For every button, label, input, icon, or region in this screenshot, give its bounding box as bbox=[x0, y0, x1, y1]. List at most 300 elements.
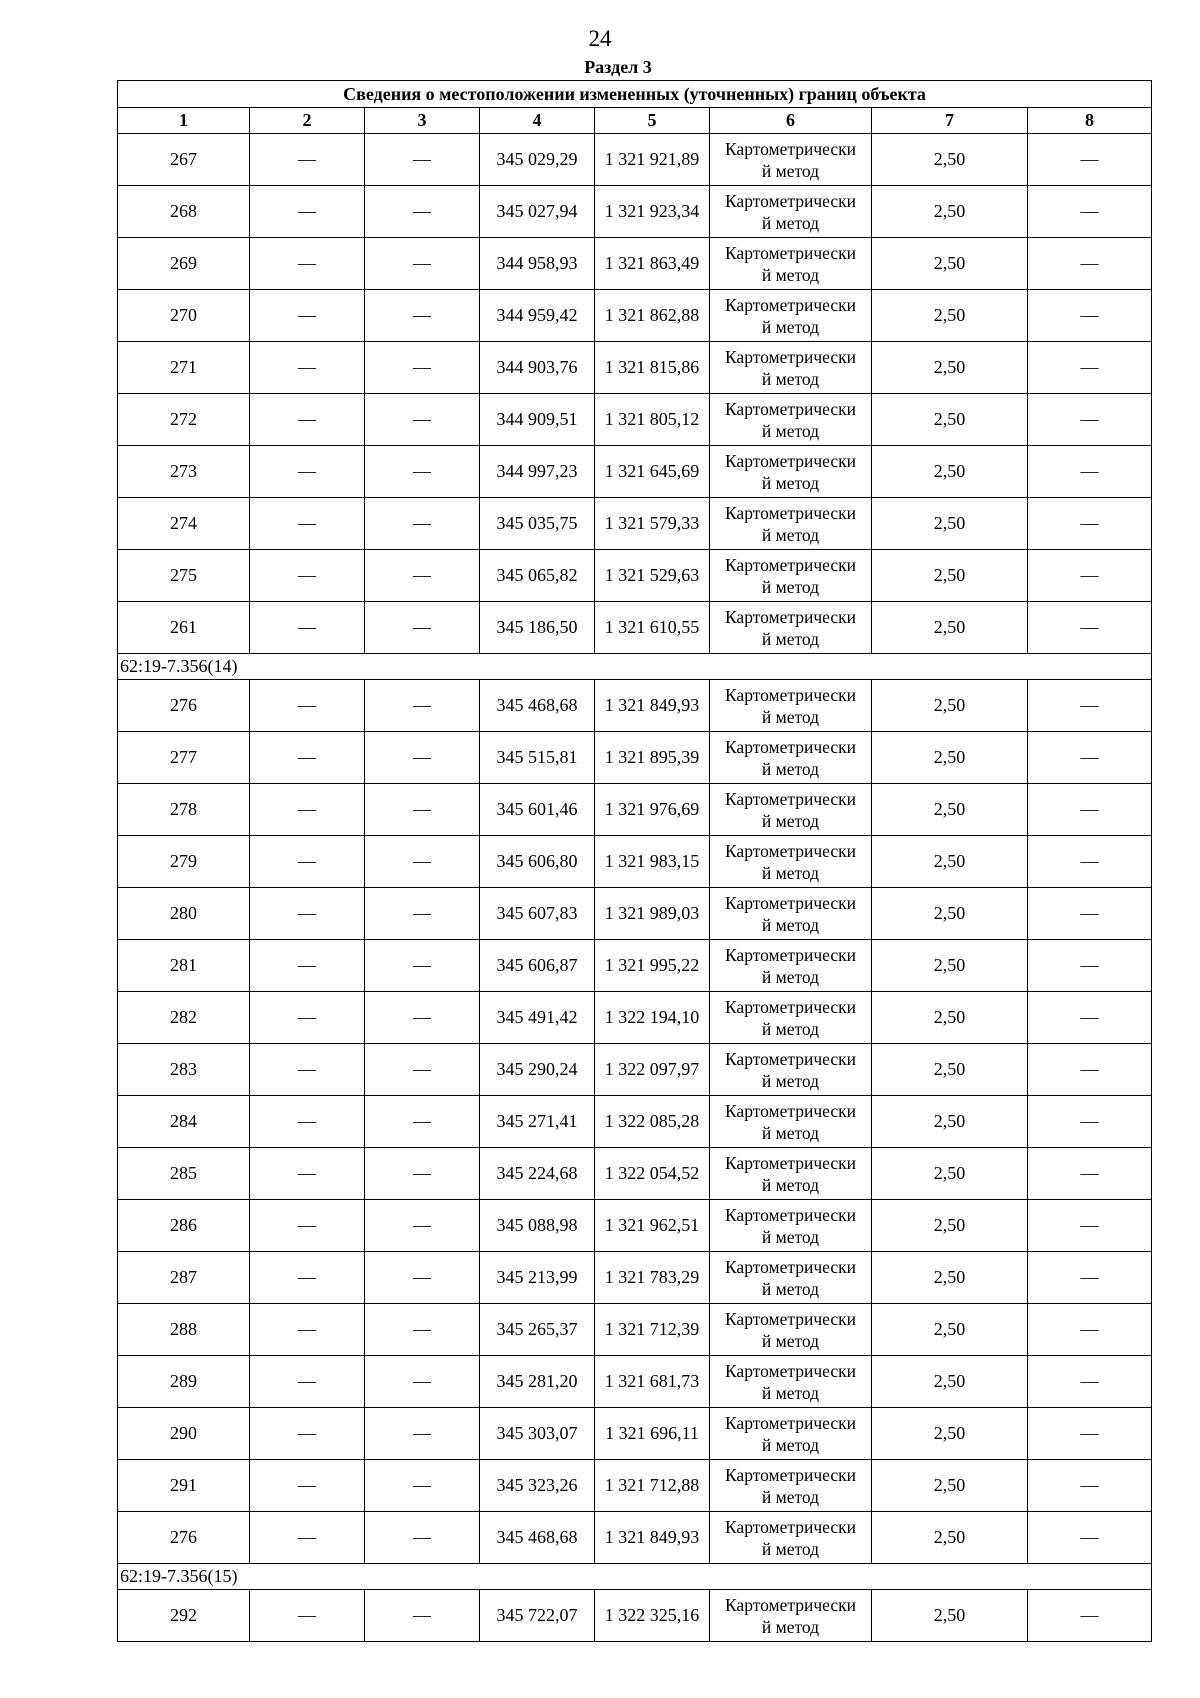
column-2-cell: — bbox=[250, 1304, 365, 1356]
column-2-cell: — bbox=[250, 1200, 365, 1252]
table-row bbox=[118, 498, 1152, 550]
method-line-2: й метод bbox=[761, 1617, 820, 1637]
column-3-cell: — bbox=[365, 940, 480, 992]
column-8-cell: — bbox=[1028, 1044, 1152, 1096]
coordinate-y-cell: 1 321 783,29 bbox=[595, 1252, 710, 1304]
coordinate-x-cell: 345 468,68 bbox=[480, 1512, 595, 1564]
column-2-cell: — bbox=[250, 888, 365, 940]
method-line-1: Картометрически bbox=[724, 737, 857, 757]
column-2-cell: — bbox=[250, 602, 365, 654]
accuracy-cell: 2,50 bbox=[872, 680, 1028, 732]
coordinate-x-cell: 345 290,24 bbox=[480, 1044, 595, 1096]
column-8-cell: — bbox=[1028, 888, 1152, 940]
column-2-cell: — bbox=[250, 1460, 365, 1512]
method-line-1: Картометрически bbox=[724, 347, 857, 367]
accuracy-cell: 2,50 bbox=[872, 784, 1028, 836]
method-line-2: й метод bbox=[761, 1227, 820, 1247]
coordinate-y-cell: 1 321 923,34 bbox=[595, 186, 710, 238]
method-line-1: Картометрически bbox=[724, 191, 857, 211]
coordinate-y-cell: 1 321 976,69 bbox=[595, 784, 710, 836]
table-row bbox=[118, 836, 1152, 888]
column-3-cell: — bbox=[365, 784, 480, 836]
table-row bbox=[118, 1590, 1152, 1642]
accuracy-cell: 2,50 bbox=[872, 602, 1028, 654]
method-cell bbox=[710, 1044, 872, 1096]
method-line-2: й метод bbox=[761, 1279, 820, 1299]
column-2-cell: — bbox=[250, 134, 365, 186]
coordinate-x-cell: 345 606,87 bbox=[480, 940, 595, 992]
column-8-cell: — bbox=[1028, 1252, 1152, 1304]
method-line-1: Картометрически bbox=[724, 1517, 857, 1537]
table-row bbox=[118, 238, 1152, 290]
column-2-cell: — bbox=[250, 680, 365, 732]
accuracy-cell: 2,50 bbox=[872, 134, 1028, 186]
column-3-cell: — bbox=[365, 498, 480, 550]
method-line-2: й метод bbox=[761, 915, 820, 935]
method-cell bbox=[710, 888, 872, 940]
accuracy-cell: 2,50 bbox=[872, 1460, 1028, 1512]
point-number-cell: 288 bbox=[118, 1304, 250, 1356]
table-row bbox=[118, 602, 1152, 654]
method-cell bbox=[710, 1408, 872, 1460]
method-line-2: й метод bbox=[761, 1435, 820, 1455]
point-number-cell: 289 bbox=[118, 1356, 250, 1408]
method-line-1: Картометрически bbox=[724, 1595, 857, 1615]
column-2-cell: — bbox=[250, 238, 365, 290]
accuracy-cell: 2,50 bbox=[872, 186, 1028, 238]
column-2-cell: — bbox=[250, 1252, 365, 1304]
column-3-cell: — bbox=[365, 1200, 480, 1252]
method-cell bbox=[710, 1252, 872, 1304]
coordinate-y-cell: 1 321 579,33 bbox=[595, 498, 710, 550]
accuracy-cell: 2,50 bbox=[872, 1512, 1028, 1564]
point-number-cell: 278 bbox=[118, 784, 250, 836]
point-number-cell: 261 bbox=[118, 602, 250, 654]
group-label: 62:19-7.356(15) bbox=[118, 1564, 1152, 1590]
method-line-2: й метод bbox=[761, 1383, 820, 1403]
column-8-cell: — bbox=[1028, 732, 1152, 784]
method-line-2: й метод bbox=[761, 369, 820, 389]
point-number-cell: 283 bbox=[118, 1044, 250, 1096]
column-3-cell: — bbox=[365, 1408, 480, 1460]
method-cell bbox=[710, 1200, 872, 1252]
column-3-cell: — bbox=[365, 394, 480, 446]
coordinate-y-cell: 1 321 645,69 bbox=[595, 446, 710, 498]
coordinate-x-cell: 345 027,94 bbox=[480, 186, 595, 238]
table-row bbox=[118, 342, 1152, 394]
point-number-cell: 276 bbox=[118, 1512, 250, 1564]
coordinate-x-cell: 345 271,41 bbox=[480, 1096, 595, 1148]
column-8-cell: — bbox=[1028, 940, 1152, 992]
point-number-cell: 267 bbox=[118, 134, 250, 186]
column-number: 3 bbox=[365, 108, 480, 134]
method-cell bbox=[710, 602, 872, 654]
point-number-cell: 291 bbox=[118, 1460, 250, 1512]
method-line-1: Картометрически bbox=[724, 1049, 857, 1069]
coordinate-y-cell: 1 321 610,55 bbox=[595, 602, 710, 654]
column-number: 5 bbox=[595, 108, 710, 134]
column-3-cell: — bbox=[365, 992, 480, 1044]
column-number: 8 bbox=[1028, 108, 1152, 134]
point-number-cell: 277 bbox=[118, 732, 250, 784]
method-line-2: й метод bbox=[761, 863, 820, 883]
table-row bbox=[118, 290, 1152, 342]
table-row bbox=[118, 1512, 1152, 1564]
column-number-row bbox=[118, 108, 1152, 134]
column-8-cell: — bbox=[1028, 602, 1152, 654]
column-2-cell: — bbox=[250, 446, 365, 498]
method-line-2: й метод bbox=[761, 759, 820, 779]
coordinate-x-cell: 345 606,80 bbox=[480, 836, 595, 888]
coordinate-y-cell: 1 322 325,16 bbox=[595, 1590, 710, 1642]
method-cell bbox=[710, 1148, 872, 1200]
column-3-cell: — bbox=[365, 836, 480, 888]
method-line-2: й метод bbox=[761, 1175, 820, 1195]
column-3-cell: — bbox=[365, 1096, 480, 1148]
coordinate-y-cell: 1 321 712,39 bbox=[595, 1304, 710, 1356]
method-cell bbox=[710, 342, 872, 394]
point-number-cell: 286 bbox=[118, 1200, 250, 1252]
column-3-cell: — bbox=[365, 1252, 480, 1304]
method-line-1: Картометрически bbox=[724, 555, 857, 575]
point-number-cell: 269 bbox=[118, 238, 250, 290]
column-2-cell: — bbox=[250, 498, 365, 550]
point-number-cell: 272 bbox=[118, 394, 250, 446]
column-3-cell: — bbox=[365, 1148, 480, 1200]
column-2-cell: — bbox=[250, 550, 365, 602]
coordinate-y-cell: 1 321 681,73 bbox=[595, 1356, 710, 1408]
method-line-2: й метод bbox=[761, 265, 820, 285]
point-number-cell: 273 bbox=[118, 446, 250, 498]
table-body bbox=[118, 81, 1152, 1642]
point-number-cell: 290 bbox=[118, 1408, 250, 1460]
coordinate-y-cell: 1 321 921,89 bbox=[595, 134, 710, 186]
coordinate-x-cell: 345 029,29 bbox=[480, 134, 595, 186]
table-row bbox=[118, 1200, 1152, 1252]
table-row bbox=[118, 1356, 1152, 1408]
point-number-cell: 292 bbox=[118, 1590, 250, 1642]
point-number-cell: 276 bbox=[118, 680, 250, 732]
method-line-2: й метод bbox=[761, 707, 820, 727]
column-8-cell: — bbox=[1028, 680, 1152, 732]
column-8-cell: — bbox=[1028, 992, 1152, 1044]
method-line-1: Картометрически bbox=[724, 399, 857, 419]
method-cell bbox=[710, 1460, 872, 1512]
accuracy-cell: 2,50 bbox=[872, 1408, 1028, 1460]
column-3-cell: — bbox=[365, 342, 480, 394]
method-line-1: Картометрически bbox=[724, 1153, 857, 1173]
coordinate-x-cell: 345 065,82 bbox=[480, 550, 595, 602]
coordinate-x-cell: 344 909,51 bbox=[480, 394, 595, 446]
point-number-cell: 271 bbox=[118, 342, 250, 394]
column-3-cell: — bbox=[365, 134, 480, 186]
column-3-cell: — bbox=[365, 446, 480, 498]
accuracy-cell: 2,50 bbox=[872, 394, 1028, 446]
method-line-2: й метод bbox=[761, 967, 820, 987]
table-row bbox=[118, 1460, 1152, 1512]
point-number-cell: 285 bbox=[118, 1148, 250, 1200]
coordinate-x-cell: 345 491,42 bbox=[480, 992, 595, 1044]
column-8-cell: — bbox=[1028, 134, 1152, 186]
column-number: 6 bbox=[710, 108, 872, 134]
accuracy-cell: 2,50 bbox=[872, 1356, 1028, 1408]
column-2-cell: — bbox=[250, 394, 365, 446]
column-number: 2 bbox=[250, 108, 365, 134]
accuracy-cell: 2,50 bbox=[872, 940, 1028, 992]
table-row bbox=[118, 134, 1152, 186]
method-line-2: й метод bbox=[761, 1539, 820, 1559]
column-3-cell: — bbox=[365, 1356, 480, 1408]
accuracy-cell: 2,50 bbox=[872, 732, 1028, 784]
coordinate-x-cell: 344 959,42 bbox=[480, 290, 595, 342]
accuracy-cell: 2,50 bbox=[872, 290, 1028, 342]
accuracy-cell: 2,50 bbox=[872, 446, 1028, 498]
method-cell bbox=[710, 1096, 872, 1148]
coordinate-x-cell: 345 213,99 bbox=[480, 1252, 595, 1304]
method-cell bbox=[710, 680, 872, 732]
method-cell bbox=[710, 1356, 872, 1408]
point-number-cell: 268 bbox=[118, 186, 250, 238]
table-row bbox=[118, 186, 1152, 238]
method-line-1: Картометрически bbox=[724, 1205, 857, 1225]
method-cell bbox=[710, 992, 872, 1044]
coordinate-y-cell: 1 321 815,86 bbox=[595, 342, 710, 394]
coordinate-x-cell: 345 515,81 bbox=[480, 732, 595, 784]
column-3-cell: — bbox=[365, 290, 480, 342]
column-8-cell: — bbox=[1028, 1148, 1152, 1200]
method-line-2: й метод bbox=[761, 1019, 820, 1039]
method-cell bbox=[710, 1512, 872, 1564]
column-number: 4 bbox=[480, 108, 595, 134]
method-line-1: Картометрически bbox=[724, 945, 857, 965]
column-2-cell: — bbox=[250, 992, 365, 1044]
column-8-cell: — bbox=[1028, 1460, 1152, 1512]
column-2-cell: — bbox=[250, 1356, 365, 1408]
table-row bbox=[118, 1304, 1152, 1356]
coordinate-y-cell: 1 321 989,03 bbox=[595, 888, 710, 940]
column-8-cell: — bbox=[1028, 836, 1152, 888]
coordinate-y-cell: 1 322 085,28 bbox=[595, 1096, 710, 1148]
group-header-row bbox=[118, 654, 1152, 680]
column-8-cell: — bbox=[1028, 498, 1152, 550]
section-title: Раздел 3 bbox=[584, 57, 652, 77]
method-line-2: й метод bbox=[761, 525, 820, 545]
coordinate-y-cell: 1 321 712,88 bbox=[595, 1460, 710, 1512]
column-8-cell: — bbox=[1028, 1200, 1152, 1252]
accuracy-cell: 2,50 bbox=[872, 550, 1028, 602]
table-row bbox=[118, 1148, 1152, 1200]
column-2-cell: — bbox=[250, 732, 365, 784]
accuracy-cell: 2,50 bbox=[872, 888, 1028, 940]
coordinate-x-cell: 344 997,23 bbox=[480, 446, 595, 498]
coordinate-x-cell: 345 323,26 bbox=[480, 1460, 595, 1512]
method-line-2: й метод bbox=[761, 421, 820, 441]
column-2-cell: — bbox=[250, 1148, 365, 1200]
column-3-cell: — bbox=[365, 1460, 480, 1512]
coordinate-x-cell: 345 303,07 bbox=[480, 1408, 595, 1460]
method-line-2: й метод bbox=[761, 473, 820, 493]
method-cell bbox=[710, 940, 872, 992]
column-8-cell: — bbox=[1028, 1590, 1152, 1642]
column-2-cell: — bbox=[250, 940, 365, 992]
table-row bbox=[118, 394, 1152, 446]
coordinate-y-cell: 1 321 962,51 bbox=[595, 1200, 710, 1252]
method-line-1: Картометрически bbox=[724, 789, 857, 809]
point-number-cell: 275 bbox=[118, 550, 250, 602]
column-8-cell: — bbox=[1028, 550, 1152, 602]
table-row bbox=[118, 1096, 1152, 1148]
method-line-1: Картометрически bbox=[724, 841, 857, 861]
column-8-cell: — bbox=[1028, 1096, 1152, 1148]
column-2-cell: — bbox=[250, 1044, 365, 1096]
coordinate-x-cell: 345 722,07 bbox=[480, 1590, 595, 1642]
coordinate-x-cell: 344 903,76 bbox=[480, 342, 595, 394]
coordinate-x-cell: 345 265,37 bbox=[480, 1304, 595, 1356]
coordinate-y-cell: 1 321 862,88 bbox=[595, 290, 710, 342]
accuracy-cell: 2,50 bbox=[872, 1590, 1028, 1642]
table-row bbox=[118, 992, 1152, 1044]
coordinate-y-cell: 1 321 863,49 bbox=[595, 238, 710, 290]
table-row bbox=[118, 680, 1152, 732]
group-label: 62:19-7.356(14) bbox=[118, 654, 1152, 680]
method-line-1: Картометрически bbox=[724, 1413, 857, 1433]
table-row bbox=[118, 888, 1152, 940]
coordinate-y-cell: 1 322 194,10 bbox=[595, 992, 710, 1044]
coordinate-x-cell: 345 088,98 bbox=[480, 1200, 595, 1252]
method-line-1: Картометрически bbox=[724, 243, 857, 263]
method-cell bbox=[710, 550, 872, 602]
method-line-2: й метод bbox=[761, 317, 820, 337]
boundary-table bbox=[117, 80, 1152, 1642]
column-3-cell: — bbox=[365, 186, 480, 238]
column-8-cell: — bbox=[1028, 186, 1152, 238]
coordinate-y-cell: 1 321 849,93 bbox=[595, 680, 710, 732]
column-3-cell: — bbox=[365, 888, 480, 940]
method-line-2: й метод bbox=[761, 1071, 820, 1091]
method-line-2: й метод bbox=[761, 1331, 820, 1351]
coordinate-y-cell: 1 321 696,11 bbox=[595, 1408, 710, 1460]
accuracy-cell: 2,50 bbox=[872, 1304, 1028, 1356]
column-3-cell: — bbox=[365, 1590, 480, 1642]
coordinate-y-cell: 1 321 983,15 bbox=[595, 836, 710, 888]
point-number-cell: 274 bbox=[118, 498, 250, 550]
table-row bbox=[118, 1044, 1152, 1096]
method-cell bbox=[710, 394, 872, 446]
coordinate-y-cell: 1 322 097,97 bbox=[595, 1044, 710, 1096]
page-number: 24 bbox=[588, 26, 612, 51]
method-line-1: Картометрически bbox=[724, 893, 857, 913]
column-8-cell: — bbox=[1028, 1512, 1152, 1564]
method-line-1: Картометрически bbox=[724, 685, 857, 705]
column-2-cell: — bbox=[250, 186, 365, 238]
column-3-cell: — bbox=[365, 602, 480, 654]
column-8-cell: — bbox=[1028, 1304, 1152, 1356]
method-cell bbox=[710, 290, 872, 342]
coordinate-x-cell: 345 224,68 bbox=[480, 1148, 595, 1200]
column-2-cell: — bbox=[250, 1408, 365, 1460]
method-line-1: Картометрически bbox=[724, 1257, 857, 1277]
column-3-cell: — bbox=[365, 732, 480, 784]
point-number-cell: 284 bbox=[118, 1096, 250, 1148]
method-cell bbox=[710, 134, 872, 186]
table-caption: Сведения о местоположении измененных (уточненных) границ объекта bbox=[118, 81, 1152, 108]
table-row bbox=[118, 446, 1152, 498]
method-line-2: й метод bbox=[761, 1123, 820, 1143]
column-8-cell: — bbox=[1028, 238, 1152, 290]
method-cell bbox=[710, 836, 872, 888]
method-line-2: й метод bbox=[761, 577, 820, 597]
coordinate-x-cell: 345 035,75 bbox=[480, 498, 595, 550]
column-2-cell: — bbox=[250, 1096, 365, 1148]
column-2-cell: — bbox=[250, 342, 365, 394]
column-8-cell: — bbox=[1028, 1356, 1152, 1408]
column-8-cell: — bbox=[1028, 446, 1152, 498]
table-caption-row bbox=[118, 81, 1152, 108]
accuracy-cell: 2,50 bbox=[872, 836, 1028, 888]
accuracy-cell: 2,50 bbox=[872, 342, 1028, 394]
column-2-cell: — bbox=[250, 836, 365, 888]
point-number-cell: 280 bbox=[118, 888, 250, 940]
table-row bbox=[118, 784, 1152, 836]
accuracy-cell: 2,50 bbox=[872, 498, 1028, 550]
method-line-1: Картометрически bbox=[724, 997, 857, 1017]
coordinate-y-cell: 1 321 805,12 bbox=[595, 394, 710, 446]
column-2-cell: — bbox=[250, 1590, 365, 1642]
coordinate-y-cell: 1 322 054,52 bbox=[595, 1148, 710, 1200]
point-number-cell: 287 bbox=[118, 1252, 250, 1304]
point-number-cell: 279 bbox=[118, 836, 250, 888]
point-number-cell: 270 bbox=[118, 290, 250, 342]
accuracy-cell: 2,50 bbox=[872, 238, 1028, 290]
table-row bbox=[118, 1252, 1152, 1304]
method-cell bbox=[710, 446, 872, 498]
coordinate-x-cell: 345 281,20 bbox=[480, 1356, 595, 1408]
table-row bbox=[118, 1408, 1152, 1460]
column-8-cell: — bbox=[1028, 290, 1152, 342]
coordinate-y-cell: 1 321 995,22 bbox=[595, 940, 710, 992]
column-8-cell: — bbox=[1028, 342, 1152, 394]
accuracy-cell: 2,50 bbox=[872, 1044, 1028, 1096]
column-8-cell: — bbox=[1028, 1408, 1152, 1460]
coordinate-x-cell: 345 607,83 bbox=[480, 888, 595, 940]
column-3-cell: — bbox=[365, 1044, 480, 1096]
method-cell bbox=[710, 498, 872, 550]
coordinate-x-cell: 345 186,50 bbox=[480, 602, 595, 654]
group-header-row bbox=[118, 1564, 1152, 1590]
method-line-1: Картометрически bbox=[724, 451, 857, 471]
method-line-2: й метод bbox=[761, 1487, 820, 1507]
accuracy-cell: 2,50 bbox=[872, 1252, 1028, 1304]
method-cell bbox=[710, 784, 872, 836]
table-row bbox=[118, 550, 1152, 602]
accuracy-cell: 2,50 bbox=[872, 992, 1028, 1044]
column-2-cell: — bbox=[250, 1512, 365, 1564]
coordinate-x-cell: 345 601,46 bbox=[480, 784, 595, 836]
accuracy-cell: 2,50 bbox=[872, 1096, 1028, 1148]
column-2-cell: — bbox=[250, 784, 365, 836]
method-line-1: Картометрически bbox=[724, 1309, 857, 1329]
table-row bbox=[118, 732, 1152, 784]
column-3-cell: — bbox=[365, 1512, 480, 1564]
method-cell bbox=[710, 732, 872, 784]
method-cell bbox=[710, 1590, 872, 1642]
method-line-1: Картометрически bbox=[724, 295, 857, 315]
method-line-2: й метод bbox=[761, 811, 820, 831]
column-3-cell: — bbox=[365, 238, 480, 290]
coordinate-y-cell: 1 321 849,93 bbox=[595, 1512, 710, 1564]
method-cell bbox=[710, 238, 872, 290]
method-line-2: й метод bbox=[761, 161, 820, 181]
